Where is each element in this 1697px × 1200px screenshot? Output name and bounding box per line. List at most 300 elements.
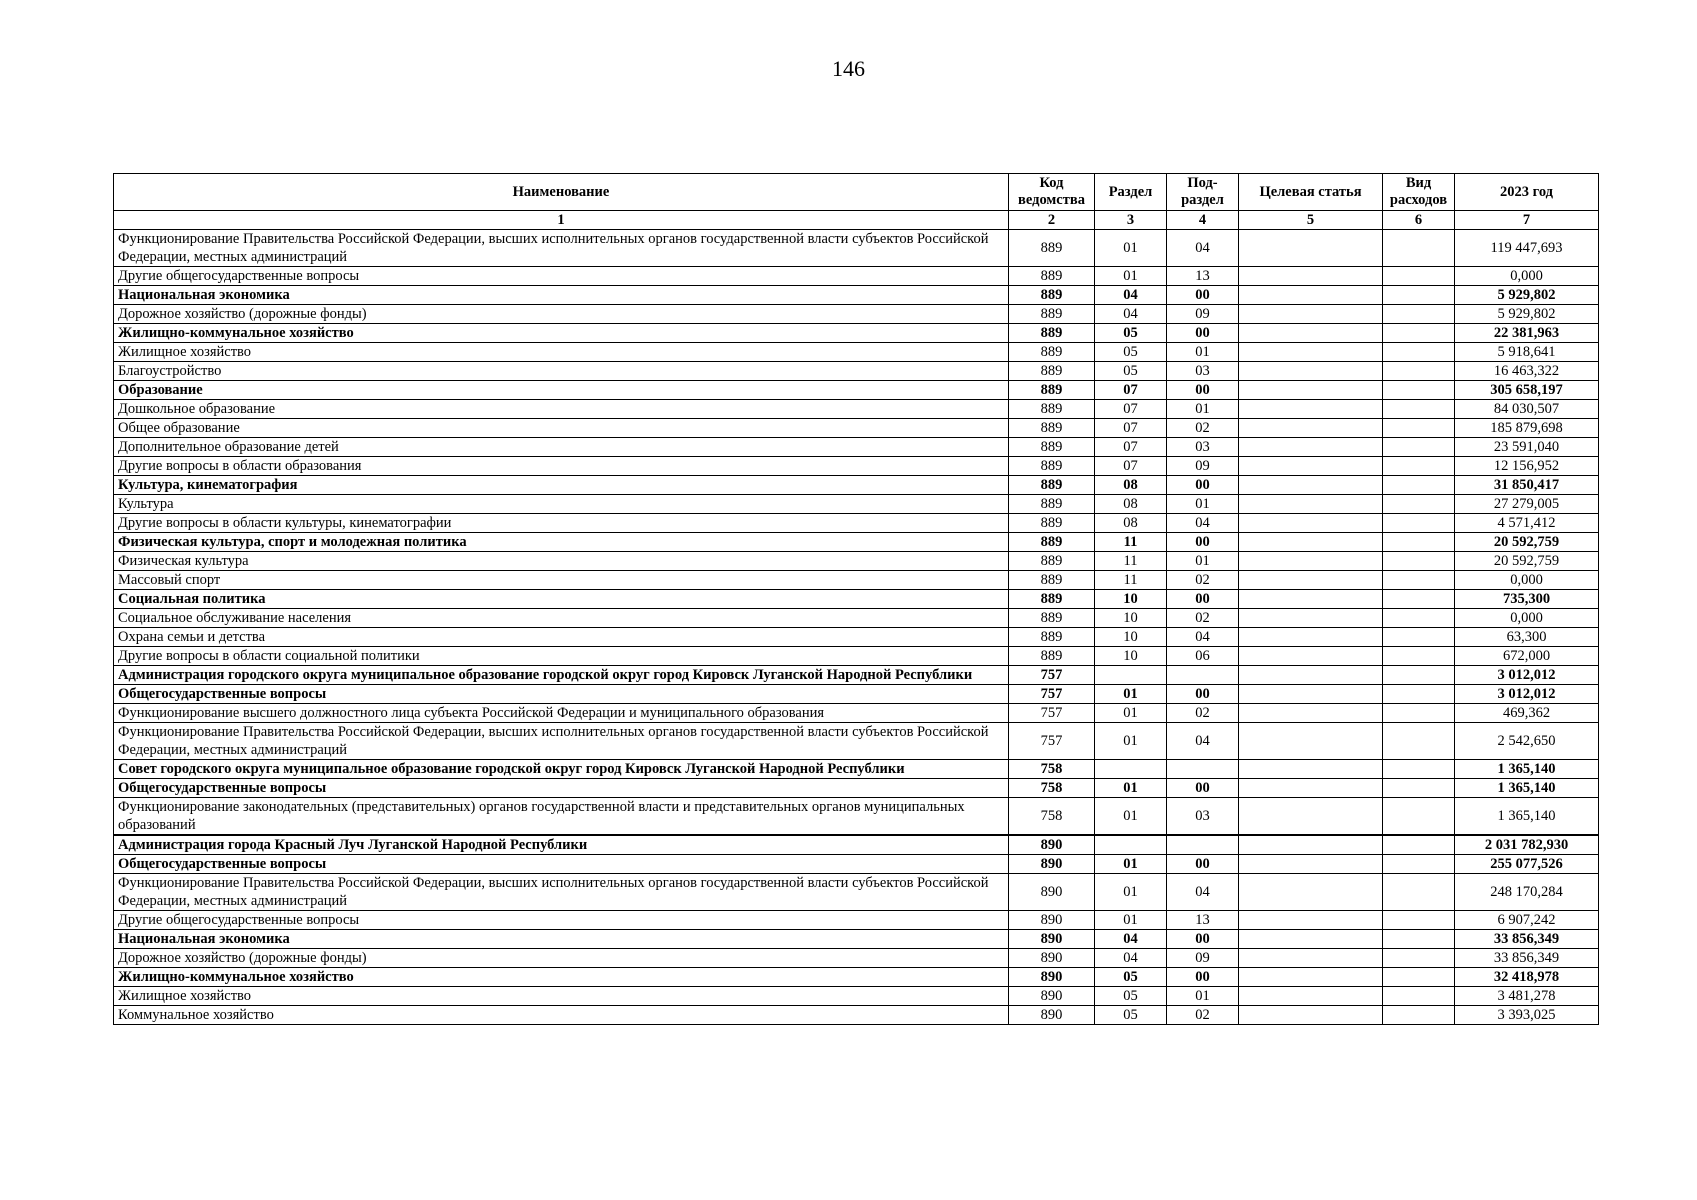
cell-target-article (1239, 343, 1383, 362)
cell-expense-kind (1383, 324, 1455, 343)
table-row (114, 230, 1599, 267)
cell-section: 01 (1095, 267, 1167, 286)
cell-amount: 20 592,759 (1455, 533, 1599, 552)
cell-expense-kind (1383, 571, 1455, 590)
cell-subsection: 13 (1167, 267, 1239, 286)
cell-dept-code: 890 (1009, 1006, 1095, 1025)
table-row (114, 400, 1599, 419)
table-row (114, 836, 1599, 855)
column-number: 2 (1009, 211, 1095, 230)
table-row (114, 533, 1599, 552)
cell-subsection: 01 (1167, 343, 1239, 362)
table-row (114, 324, 1599, 343)
cell-name: Коммунальное хозяйство (114, 1006, 1009, 1025)
cell-amount: 31 850,417 (1455, 476, 1599, 495)
cell-section: 05 (1095, 362, 1167, 381)
cell-section: 08 (1095, 476, 1167, 495)
cell-target-article (1239, 874, 1383, 911)
cell-section: 05 (1095, 343, 1167, 362)
cell-subsection: 00 (1167, 381, 1239, 400)
cell-amount: 0,000 (1455, 609, 1599, 628)
cell-target-article (1239, 419, 1383, 438)
cell-amount: 0,000 (1455, 267, 1599, 286)
cell-expense-kind (1383, 438, 1455, 457)
table-row (114, 419, 1599, 438)
cell-section: 04 (1095, 930, 1167, 949)
cell-dept-code: 889 (1009, 381, 1095, 400)
cell-name: Дошкольное образование (114, 400, 1009, 419)
cell-name: Совет городского округа муниципальное образование городской округ город Кировск Луганской Народной Республики (114, 760, 1009, 779)
cell-target-article (1239, 362, 1383, 381)
cell-section: 07 (1095, 419, 1167, 438)
cell-dept-code: 890 (1009, 987, 1095, 1006)
cell-amount: 255 077,526 (1455, 855, 1599, 874)
cell-name: Дополнительное образование детей (114, 438, 1009, 457)
cell-amount: 27 279,005 (1455, 495, 1599, 514)
cell-subsection: 09 (1167, 305, 1239, 324)
cell-target-article (1239, 647, 1383, 666)
cell-section: 11 (1095, 533, 1167, 552)
cell-expense-kind (1383, 230, 1455, 267)
cell-dept-code: 889 (1009, 609, 1095, 628)
header-row (114, 174, 1599, 211)
cell-amount: 1 365,140 (1455, 779, 1599, 798)
cell-amount: 6 907,242 (1455, 911, 1599, 930)
cell-section: 07 (1095, 381, 1167, 400)
cell-section: 07 (1095, 438, 1167, 457)
table-row (114, 495, 1599, 514)
cell-amount: 5 929,802 (1455, 305, 1599, 324)
cell-expense-kind (1383, 476, 1455, 495)
cell-target-article (1239, 760, 1383, 779)
cell-expense-kind (1383, 305, 1455, 324)
table-row (114, 987, 1599, 1006)
table-row (114, 286, 1599, 305)
cell-dept-code: 889 (1009, 476, 1095, 495)
cell-expense-kind (1383, 400, 1455, 419)
cell-dept-code: 757 (1009, 723, 1095, 760)
table-row (114, 723, 1599, 760)
cell-name: Другие вопросы в области образования (114, 457, 1009, 476)
cell-name: Функционирование Правительства Российской Федерации, высших исполнительных органов государственной власти субъектов Российской Федерации, местных администраций (114, 874, 1009, 911)
cell-target-article (1239, 286, 1383, 305)
cell-section: 01 (1095, 798, 1167, 835)
cell-target-article (1239, 495, 1383, 514)
table-row (114, 457, 1599, 476)
cell-name: Жилищно-коммунальное хозяйство (114, 324, 1009, 343)
cell-section (1095, 760, 1167, 779)
cell-subsection: 00 (1167, 590, 1239, 609)
cell-subsection: 02 (1167, 704, 1239, 723)
cell-expense-kind (1383, 874, 1455, 911)
page-number: 146 (832, 56, 865, 81)
cell-target-article (1239, 1006, 1383, 1025)
cell-section: 04 (1095, 305, 1167, 324)
header-year-2023: 2023 год (1455, 174, 1599, 211)
budget-table (113, 173, 1599, 1025)
cell-subsection: 00 (1167, 855, 1239, 874)
cell-dept-code: 889 (1009, 400, 1095, 419)
cell-subsection: 09 (1167, 949, 1239, 968)
cell-amount: 0,000 (1455, 571, 1599, 590)
cell-dept-code: 890 (1009, 968, 1095, 987)
cell-target-article (1239, 911, 1383, 930)
cell-dept-code: 757 (1009, 704, 1095, 723)
cell-expense-kind (1383, 514, 1455, 533)
cell-target-article (1239, 305, 1383, 324)
cell-subsection: 01 (1167, 400, 1239, 419)
column-number: 4 (1167, 211, 1239, 230)
cell-amount: 16 463,322 (1455, 362, 1599, 381)
table-row (114, 760, 1599, 779)
cell-expense-kind (1383, 628, 1455, 647)
cell-target-article (1239, 400, 1383, 419)
cell-subsection: 00 (1167, 968, 1239, 987)
cell-section: 07 (1095, 457, 1167, 476)
table-row (114, 968, 1599, 987)
cell-expense-kind (1383, 723, 1455, 760)
cell-name: Социальная политика (114, 590, 1009, 609)
cell-section: 07 (1095, 400, 1167, 419)
cell-name: Благоустройство (114, 362, 1009, 381)
cell-expense-kind (1383, 1006, 1455, 1025)
table-row (114, 476, 1599, 495)
cell-amount: 22 381,963 (1455, 324, 1599, 343)
table-row (114, 704, 1599, 723)
cell-dept-code: 890 (1009, 930, 1095, 949)
cell-expense-kind (1383, 666, 1455, 685)
cell-expense-kind (1383, 911, 1455, 930)
column-number: 5 (1239, 211, 1383, 230)
cell-expense-kind (1383, 533, 1455, 552)
cell-section: 10 (1095, 609, 1167, 628)
cell-expense-kind (1383, 704, 1455, 723)
table-row (114, 267, 1599, 286)
cell-amount: 5 918,641 (1455, 343, 1599, 362)
cell-amount: 305 658,197 (1455, 381, 1599, 400)
table-row (114, 874, 1599, 911)
cell-expense-kind (1383, 855, 1455, 874)
cell-subsection: 00 (1167, 779, 1239, 798)
cell-name: Функционирование Правительства Российской Федерации, высших исполнительных органов государственной власти субъектов Российской Федерации, местных администраций (114, 230, 1009, 267)
cell-target-article (1239, 609, 1383, 628)
cell-name: Другие общегосударственные вопросы (114, 267, 1009, 286)
cell-name: Культура (114, 495, 1009, 514)
cell-section: 01 (1095, 685, 1167, 704)
cell-target-article (1239, 968, 1383, 987)
cell-section: 10 (1095, 628, 1167, 647)
cell-subsection: 02 (1167, 1006, 1239, 1025)
cell-dept-code: 758 (1009, 798, 1095, 835)
cell-amount: 23 591,040 (1455, 438, 1599, 457)
cell-dept-code: 758 (1009, 779, 1095, 798)
table-row (114, 381, 1599, 400)
cell-subsection: 00 (1167, 930, 1239, 949)
cell-subsection (1167, 760, 1239, 779)
cell-expense-kind (1383, 609, 1455, 628)
cell-expense-kind (1383, 987, 1455, 1006)
table-row (114, 949, 1599, 968)
cell-subsection: 04 (1167, 628, 1239, 647)
cell-dept-code: 889 (1009, 267, 1095, 286)
table-row (114, 855, 1599, 874)
cell-section: 01 (1095, 723, 1167, 760)
table-body (114, 230, 1599, 1025)
column-number: 1 (114, 211, 1009, 230)
cell-dept-code: 889 (1009, 571, 1095, 590)
cell-target-article (1239, 987, 1383, 1006)
cell-target-article (1239, 590, 1383, 609)
cell-target-article (1239, 457, 1383, 476)
table-row (114, 930, 1599, 949)
cell-target-article (1239, 855, 1383, 874)
table-row (114, 628, 1599, 647)
cell-expense-kind (1383, 457, 1455, 476)
cell-expense-kind (1383, 495, 1455, 514)
cell-section: 05 (1095, 987, 1167, 1006)
cell-expense-kind (1383, 779, 1455, 798)
cell-subsection (1167, 666, 1239, 685)
cell-subsection: 00 (1167, 324, 1239, 343)
cell-name: Другие вопросы в области культуры, кинематографии (114, 514, 1009, 533)
cell-amount: 20 592,759 (1455, 552, 1599, 571)
cell-subsection: 00 (1167, 476, 1239, 495)
cell-dept-code: 889 (1009, 495, 1095, 514)
cell-subsection: 02 (1167, 571, 1239, 590)
table-row (114, 362, 1599, 381)
cell-amount: 735,300 (1455, 590, 1599, 609)
cell-section: 10 (1095, 647, 1167, 666)
cell-expense-kind (1383, 590, 1455, 609)
cell-subsection: 02 (1167, 419, 1239, 438)
cell-name: Дорожное хозяйство (дорожные фонды) (114, 305, 1009, 324)
cell-name: Жилищное хозяйство (114, 343, 1009, 362)
cell-expense-kind (1383, 968, 1455, 987)
cell-dept-code: 889 (1009, 419, 1095, 438)
cell-target-article (1239, 723, 1383, 760)
cell-subsection: 02 (1167, 609, 1239, 628)
cell-name: Функционирование Правительства Российской Федерации, высших исполнительных органов государственной власти субъектов Российской Федерации, местных администраций (114, 723, 1009, 760)
cell-dept-code: 889 (1009, 305, 1095, 324)
cell-name: Дорожное хозяйство (дорожные фонды) (114, 949, 1009, 968)
cell-subsection: 03 (1167, 798, 1239, 835)
cell-section: 05 (1095, 1006, 1167, 1025)
header-dept-code: Код ведомства (1009, 174, 1095, 211)
cell-amount: 63,300 (1455, 628, 1599, 647)
cell-section: 01 (1095, 874, 1167, 911)
cell-target-article (1239, 666, 1383, 685)
cell-target-article (1239, 552, 1383, 571)
cell-section: 08 (1095, 514, 1167, 533)
cell-amount: 2 542,650 (1455, 723, 1599, 760)
table-row (114, 552, 1599, 571)
cell-expense-kind (1383, 798, 1455, 835)
cell-subsection: 00 (1167, 685, 1239, 704)
cell-amount: 3 012,012 (1455, 685, 1599, 704)
cell-dept-code: 890 (1009, 855, 1095, 874)
cell-amount: 672,000 (1455, 647, 1599, 666)
cell-dept-code: 889 (1009, 438, 1095, 457)
table-row (114, 571, 1599, 590)
cell-dept-code: 889 (1009, 324, 1095, 343)
cell-expense-kind (1383, 419, 1455, 438)
cell-expense-kind (1383, 343, 1455, 362)
cell-target-article (1239, 267, 1383, 286)
cell-name: Функционирование высшего должностного лица субъекта Российской Федерации и муниципального образования (114, 704, 1009, 723)
table-row (114, 685, 1599, 704)
cell-subsection: 03 (1167, 362, 1239, 381)
cell-name: Массовый спорт (114, 571, 1009, 590)
cell-dept-code: 890 (1009, 911, 1095, 930)
cell-amount: 32 418,978 (1455, 968, 1599, 987)
table-row (114, 590, 1599, 609)
cell-expense-kind (1383, 836, 1455, 855)
cell-subsection: 04 (1167, 874, 1239, 911)
cell-subsection: 04 (1167, 230, 1239, 267)
cell-expense-kind (1383, 647, 1455, 666)
column-number-row (114, 211, 1599, 230)
cell-amount: 4 571,412 (1455, 514, 1599, 533)
cell-target-article (1239, 798, 1383, 835)
cell-name: Общегосударственные вопросы (114, 779, 1009, 798)
cell-expense-kind (1383, 760, 1455, 779)
table-row (114, 798, 1599, 835)
cell-dept-code: 890 (1009, 949, 1095, 968)
cell-amount: 1 365,140 (1455, 798, 1599, 835)
cell-name: Общегосударственные вопросы (114, 855, 1009, 874)
cell-amount: 1 365,140 (1455, 760, 1599, 779)
table-row (114, 438, 1599, 457)
cell-section: 01 (1095, 855, 1167, 874)
cell-name: Администрация городского округа муниципальное образование городской округ город Кировск Луганской Народной Республики (114, 666, 1009, 685)
cell-name: Культура, кинематография (114, 476, 1009, 495)
cell-amount: 3 393,025 (1455, 1006, 1599, 1025)
cell-dept-code: 889 (1009, 647, 1095, 666)
cell-section: 05 (1095, 324, 1167, 343)
cell-target-article (1239, 324, 1383, 343)
cell-section (1095, 666, 1167, 685)
cell-dept-code: 889 (1009, 362, 1095, 381)
cell-subsection: 01 (1167, 495, 1239, 514)
cell-expense-kind (1383, 286, 1455, 305)
cell-subsection: 01 (1167, 987, 1239, 1006)
cell-amount: 2 031 782,930 (1455, 836, 1599, 855)
cell-dept-code: 889 (1009, 590, 1095, 609)
cell-dept-code: 889 (1009, 533, 1095, 552)
cell-amount: 84 030,507 (1455, 400, 1599, 419)
header-subsection: Под-раздел (1167, 174, 1239, 211)
cell-subsection (1167, 836, 1239, 855)
cell-target-article (1239, 230, 1383, 267)
cell-section (1095, 836, 1167, 855)
cell-dept-code: 757 (1009, 666, 1095, 685)
cell-section: 11 (1095, 571, 1167, 590)
cell-dept-code: 889 (1009, 457, 1095, 476)
cell-subsection: 03 (1167, 438, 1239, 457)
table-row (114, 609, 1599, 628)
cell-expense-kind (1383, 552, 1455, 571)
cell-subsection: 06 (1167, 647, 1239, 666)
table-row (114, 1006, 1599, 1025)
cell-amount: 12 156,952 (1455, 457, 1599, 476)
cell-expense-kind (1383, 381, 1455, 400)
cell-target-article (1239, 704, 1383, 723)
cell-name: Национальная экономика (114, 286, 1009, 305)
table-row (114, 343, 1599, 362)
header-expense-kind: Вид расходов (1383, 174, 1455, 211)
table-row (114, 779, 1599, 798)
column-number: 6 (1383, 211, 1455, 230)
cell-dept-code: 889 (1009, 343, 1095, 362)
cell-amount: 3 481,278 (1455, 987, 1599, 1006)
cell-subsection: 09 (1167, 457, 1239, 476)
table-row (114, 911, 1599, 930)
cell-section: 08 (1095, 495, 1167, 514)
cell-subsection: 01 (1167, 552, 1239, 571)
column-number: 3 (1095, 211, 1167, 230)
cell-dept-code: 889 (1009, 552, 1095, 571)
cell-expense-kind (1383, 685, 1455, 704)
cell-amount: 5 929,802 (1455, 286, 1599, 305)
cell-amount: 119 447,693 (1455, 230, 1599, 267)
header-section: Раздел (1095, 174, 1167, 211)
table-row (114, 647, 1599, 666)
cell-name: Социальное обслуживание населения (114, 609, 1009, 628)
cell-section: 04 (1095, 949, 1167, 968)
header-name: Наименование (114, 174, 1009, 211)
cell-name: Общегосударственные вопросы (114, 685, 1009, 704)
cell-amount: 248 170,284 (1455, 874, 1599, 911)
cell-target-article (1239, 438, 1383, 457)
cell-section: 01 (1095, 704, 1167, 723)
column-number: 7 (1455, 211, 1599, 230)
cell-expense-kind (1383, 930, 1455, 949)
cell-name: Жилищно-коммунальное хозяйство (114, 968, 1009, 987)
cell-subsection: 13 (1167, 911, 1239, 930)
table-row (114, 514, 1599, 533)
table-row (114, 666, 1599, 685)
cell-target-article (1239, 381, 1383, 400)
cell-target-article (1239, 685, 1383, 704)
cell-amount: 469,362 (1455, 704, 1599, 723)
cell-target-article (1239, 533, 1383, 552)
cell-name: Образование (114, 381, 1009, 400)
cell-section: 01 (1095, 230, 1167, 267)
cell-subsection: 04 (1167, 723, 1239, 760)
cell-target-article (1239, 628, 1383, 647)
cell-name: Охрана семьи и детства (114, 628, 1009, 647)
cell-dept-code: 889 (1009, 628, 1095, 647)
cell-target-article (1239, 571, 1383, 590)
cell-amount: 33 856,349 (1455, 930, 1599, 949)
cell-dept-code: 758 (1009, 760, 1095, 779)
cell-name: Функционирование законодательных (представительных) органов государственной власти и представительных органов муниципальных образований (114, 798, 1009, 835)
cell-section: 01 (1095, 911, 1167, 930)
cell-subsection: 00 (1167, 286, 1239, 305)
cell-name: Общее образование (114, 419, 1009, 438)
cell-amount: 185 879,698 (1455, 419, 1599, 438)
cell-section: 05 (1095, 968, 1167, 987)
cell-name: Другие общегосударственные вопросы (114, 911, 1009, 930)
cell-target-article (1239, 930, 1383, 949)
header-target-article: Целевая статья (1239, 174, 1383, 211)
cell-dept-code: 889 (1009, 230, 1095, 267)
cell-dept-code: 889 (1009, 514, 1095, 533)
cell-subsection: 04 (1167, 514, 1239, 533)
cell-dept-code: 890 (1009, 874, 1095, 911)
cell-name: Жилищное хозяйство (114, 987, 1009, 1006)
cell-dept-code: 890 (1009, 836, 1095, 855)
